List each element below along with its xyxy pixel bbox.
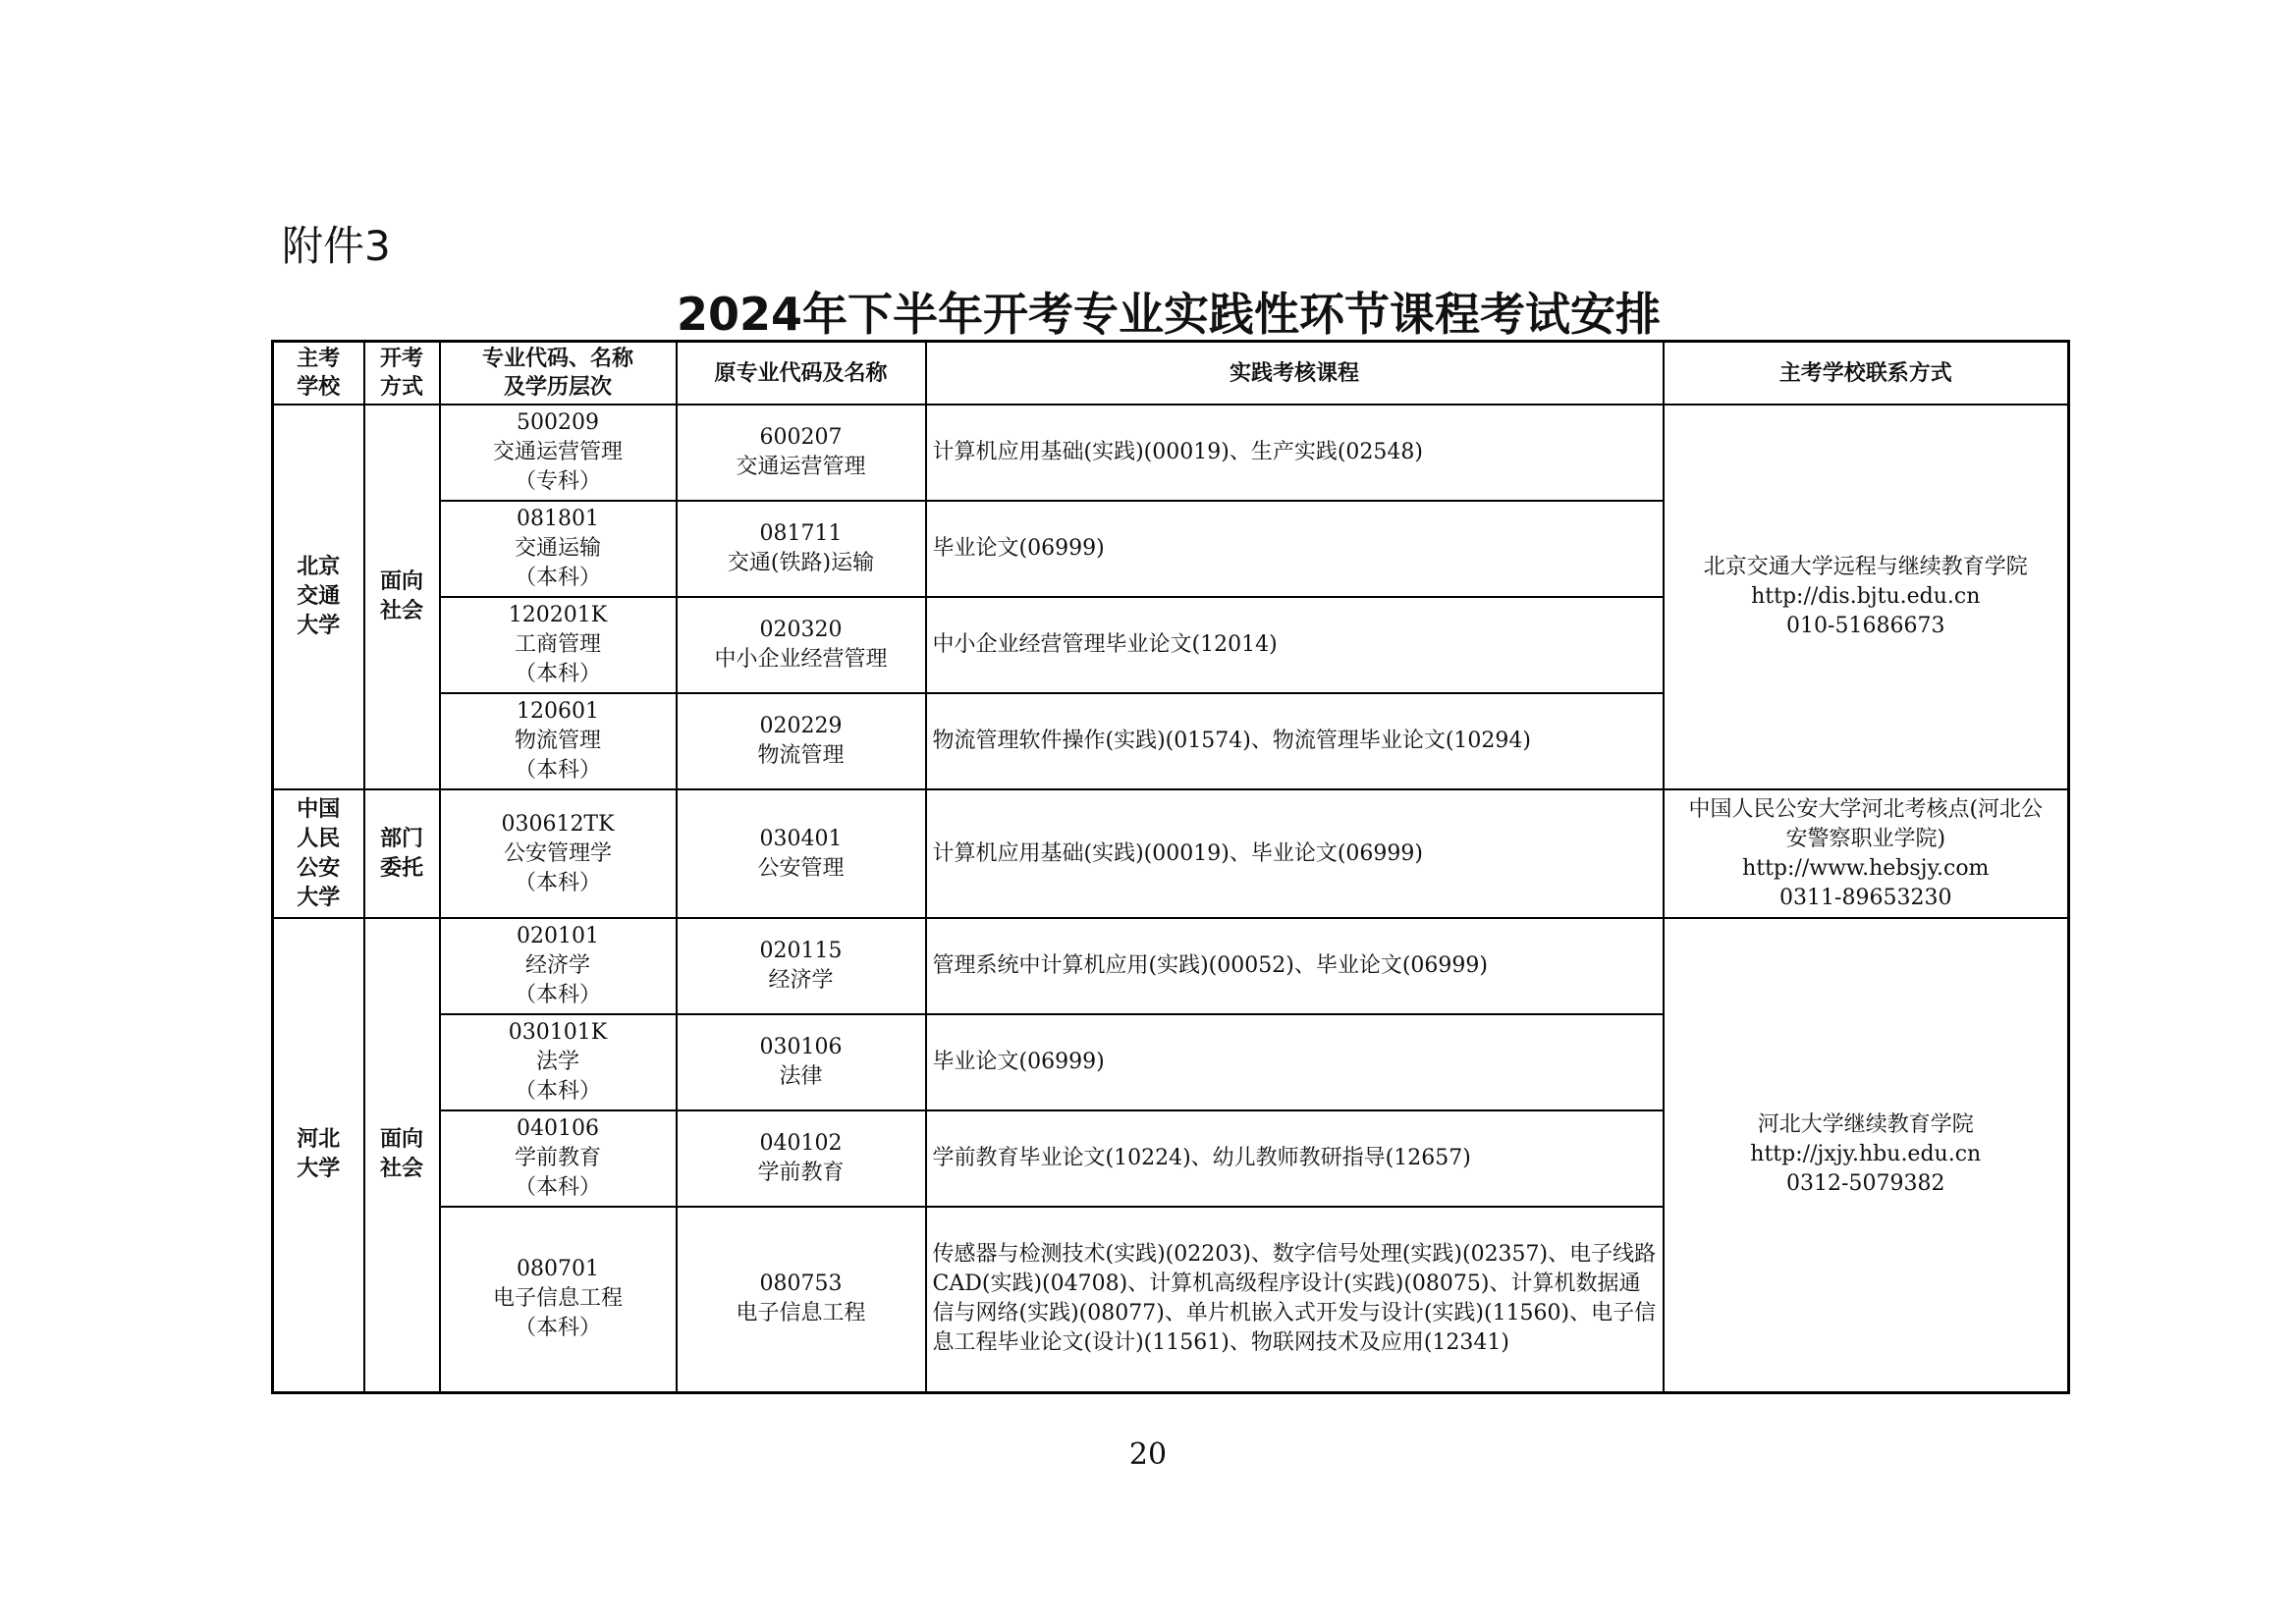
- orig-major-cell: 020320 中小企业经营管理: [677, 597, 926, 693]
- major-cell: 030101K 法学 （本科）: [440, 1014, 677, 1110]
- header-mode: 开考 方式: [364, 342, 440, 406]
- table-row: [273, 405, 2069, 501]
- page-number: 20: [1128, 1437, 1168, 1472]
- exam-schedule-table: [271, 340, 2070, 1394]
- course-cell: 毕业论文(06999): [926, 1014, 1664, 1110]
- mode-cell: 面向 社会: [364, 918, 440, 1392]
- orig-major-cell: 020229 物流管理: [677, 693, 926, 789]
- course-cell: 中小企业经营管理毕业论文(12014): [926, 597, 1664, 693]
- school-cell: 北京 交通 大学: [273, 405, 364, 789]
- course-cell: 计算机应用基础(实践)(00019)、生产实践(02548): [926, 405, 1664, 501]
- header-school: 主考 学校: [273, 342, 364, 406]
- orig-major-cell: 020115 经济学: [677, 918, 926, 1014]
- course-cell: 管理系统中计算机应用(实践)(00052)、毕业论文(06999): [926, 918, 1664, 1014]
- table-row: [273, 918, 2069, 1014]
- orig-major-cell: 080753 电子信息工程: [677, 1207, 926, 1392]
- major-cell: 030612TK 公安管理学 （本科）: [440, 789, 677, 918]
- major-cell: 081801 交通运输 （本科）: [440, 501, 677, 597]
- course-cell: 传感器与检测技术(实践)(02203)、数字信号处理(实践)(02357)、电子线路CAD(实践)(04708)、计算机高级程序设计(实践)(08075)、计算机数据通信与网络(实践)(08077)、单片机嵌入式开发与设计(实践)(11560)、电子信息工程毕业论文(设计)(11561)、物联网技术及应用(12341): [926, 1207, 1664, 1392]
- course-cell: 物流管理软件操作(实践)(01574)、物流管理毕业论文(10294): [926, 693, 1664, 789]
- mode-cell: 面向 社会: [364, 405, 440, 789]
- orig-major-cell: 030401 公安管理: [677, 789, 926, 918]
- course-cell: 学前教育毕业论文(10224)、幼儿教师教研指导(12657): [926, 1110, 1664, 1207]
- header-contact: 主考学校联系方式: [1664, 342, 2069, 406]
- contact-cell: 北京交通大学远程与继续教育学院 http://dis.bjtu.edu.cn 010-51686673: [1664, 405, 2069, 789]
- orig-major-cell: 030106 法律: [677, 1014, 926, 1110]
- header-orig: 原专业代码及名称: [677, 342, 926, 406]
- major-cell: 020101 经济学 （本科）: [440, 918, 677, 1014]
- attachment-label: 附件3: [282, 222, 391, 270]
- major-cell: 500209 交通运营管理 （专科）: [440, 405, 677, 501]
- mode-cell: 部门 委托: [364, 789, 440, 918]
- orig-major-cell: 081711 交通(铁路)运输: [677, 501, 926, 597]
- contact-cell: 河北大学继续教育学院 http://jxjy.hbu.edu.cn 0312-5079382: [1664, 918, 2069, 1392]
- school-cell: 中国 人民 公安 大学: [273, 789, 364, 918]
- orig-major-cell: 040102 学前教育: [677, 1110, 926, 1207]
- orig-major-cell: 600207 交通运营管理: [677, 405, 926, 501]
- major-cell: 080701 电子信息工程 （本科）: [440, 1207, 677, 1392]
- header-major: 专业代码、名称 及学历层次: [440, 342, 677, 406]
- course-cell: 毕业论文(06999): [926, 501, 1664, 597]
- page-title: 2024年下半年开考专业实践性环节课程考试安排: [676, 288, 1662, 341]
- major-cell: 120201K 工商管理 （本科）: [440, 597, 677, 693]
- major-cell: 040106 学前教育 （本科）: [440, 1110, 677, 1207]
- table-row: [273, 789, 2069, 918]
- table-header-row: [273, 342, 2069, 406]
- course-cell: 计算机应用基础(实践)(00019)、毕业论文(06999): [926, 789, 1664, 918]
- major-cell: 120601 物流管理 （本科）: [440, 693, 677, 789]
- header-course: 实践考核课程: [926, 342, 1664, 406]
- contact-cell: 中国人民公安大学河北考核点(河北公 安警察职业学院) http://www.hebsjy.com 0311-89653230: [1664, 789, 2069, 918]
- school-cell: 河北 大学: [273, 918, 364, 1392]
